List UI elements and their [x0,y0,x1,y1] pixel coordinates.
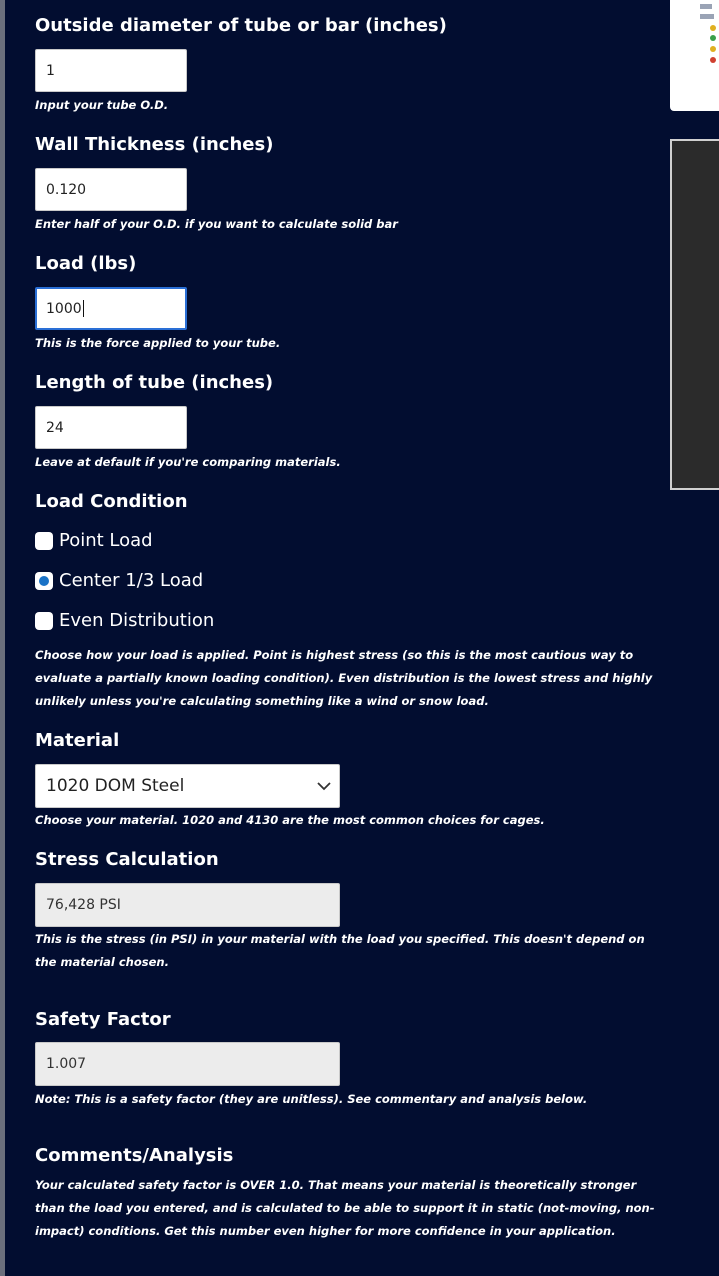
tree-line [700,14,714,19]
option-point-load[interactable] [35,530,153,551]
material-help: Choose your material. 1020 and 4130 are the most common choices for cages. [35,813,545,827]
material-label: Material [35,730,120,751]
load-input[interactable] [35,287,187,330]
wall-input[interactable] [35,168,187,211]
tree-node-icon [710,35,716,41]
option-center-third-load[interactable] [35,570,203,591]
od-label: Outside diameter of tube or bar (inches) [35,15,447,36]
tree-node-icon [710,57,716,63]
text-caret [83,300,84,317]
od-input[interactable] [35,49,187,92]
stress-output [35,883,340,927]
even-distribution-label: Even Distribution [59,610,215,631]
dark-preview-panel[interactable] [670,139,719,490]
safety-factor-value: 1.007 [46,1056,87,1072]
length-label: Length of tube (inches) [35,372,274,393]
od-input-value: 1 [46,62,55,79]
tree-node-icon [710,46,716,52]
wall-input-value: 0.120 [46,181,87,198]
length-input[interactable] [35,406,187,449]
length-input-value: 24 [46,419,64,436]
stress-label: Stress Calculation [35,849,219,870]
load-input-value: 1000 [46,300,82,317]
tree-line [700,4,712,9]
material-selected: 1020 DOM Steel [46,776,185,796]
load-condition-help: Choose how your load is applied. Point is highest stress (so this is the most cautious way to evaluate a partially known loading condition). Even distribution is the lowest stress and highly unlikely unless you're calculating something like a wind or snow load. [35,648,653,708]
safety-factor-output [35,1042,340,1086]
preview-thumbnail[interactable] [670,0,719,111]
chevron-down-icon [309,764,339,808]
even-distribution-checkbox[interactable] [35,612,53,630]
point-load-checkbox[interactable] [35,532,53,550]
wall-help: Enter half of your O.D. if you want to calculate solid bar [35,217,398,231]
load-label: Load (lbs) [35,253,137,274]
comments-label: Comments/Analysis [35,1145,234,1166]
stress-value: 76,428 PSI [46,897,121,913]
center-third-load-label: Center 1/3 Load [59,570,204,591]
safety-factor-label: Safety Factor [35,1009,171,1030]
safety-factor-help: Note: This is a safety factor (they are unitless). See commentary and analysis below. [35,1092,588,1106]
stress-help: This is the stress (in PSI) in your material with the load you specified. This doesn't depend on the material chosen. [35,932,645,969]
load-help: This is the force applied to your tube. [35,336,281,350]
od-help: Input your tube O.D. [35,98,169,112]
point-load-label: Point Load [59,530,153,551]
option-even-distribution[interactable] [35,610,214,631]
center-third-load-radio[interactable] [35,572,53,590]
tree-node-icon [710,25,716,31]
load-condition-label: Load Condition [35,491,188,512]
length-help: Leave at default if you're comparing materials. [35,455,341,469]
comments-text: Your calculated safety factor is OVER 1.0. That means your material is theoretically stronger than the load you entered, and is calculated to be able to support it in static (not-moving, non-impact) conditions. Get this number even higher for more confidence in your application. [35,1178,655,1238]
material-select[interactable] [35,764,340,808]
wall-label: Wall Thickness (inches) [35,134,274,155]
left-edge-strip [0,0,5,1276]
